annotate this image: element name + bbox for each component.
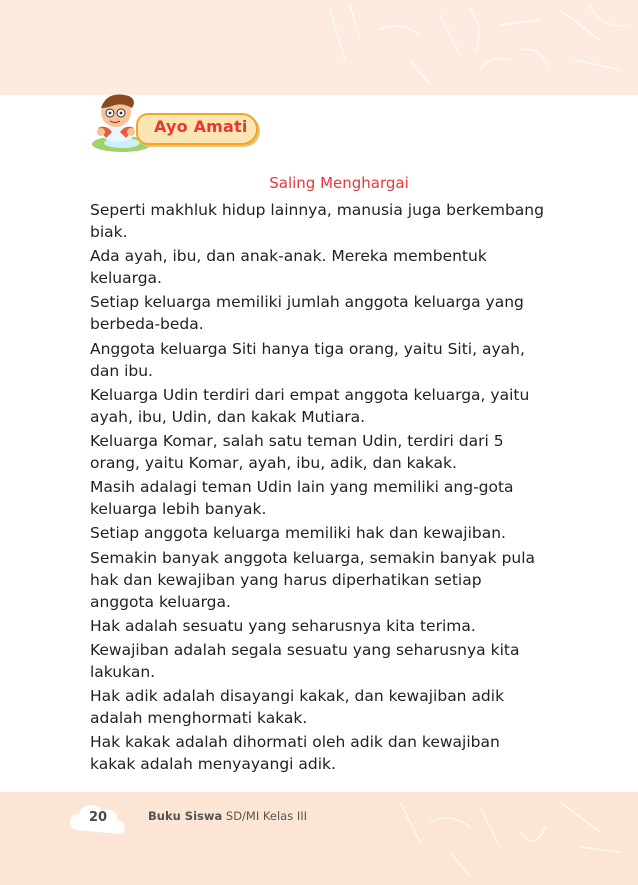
reading-text — [90, 199, 550, 777]
paragraph: Masih adalagi teman Udin lain yang memiliki ang-gota keluarga lebih banyak. — [90, 478, 514, 519]
page-footer — [0, 802, 638, 842]
section-badge — [136, 113, 258, 145]
paragraph: Hak kakak adalah dihormati oleh adik dan kewajiban kakak adalah menyayangi adik. — [90, 733, 500, 774]
book-credit — [148, 809, 307, 823]
band-pattern-icon — [0, 0, 638, 95]
paragraph: Setiap anggota keluarga memiliki hak dan kewajiban. — [90, 524, 506, 543]
top-decorative-band — [0, 0, 638, 95]
paragraph: Keluarga Udin terdiri dari empat anggota keluarga, yaitu ayah, ibu, Udin, dan kakak Mutiara. — [90, 385, 530, 426]
paragraph: Hak adalah sesuatu yang seharusnya kita terima. — [90, 616, 476, 635]
book-level: SD/MI Kelas III — [225, 809, 308, 823]
section-header — [88, 88, 288, 158]
paragraph: Seperti makhluk hidup lainnya, manusia juga berkembang biak. — [90, 201, 544, 241]
paragraph: Semakin banyak anggota keluarga, semakin banyak pula hak dan kewajiban yang harus diperhatikan setiap anggota keluarga. — [90, 548, 536, 611]
paragraph: Anggota keluarga Siti hanya tiga orang, yaitu Siti, ayah, dan ibu. — [90, 339, 525, 380]
paragraph: Setiap keluarga memiliki jumlah anggota keluarga yang berbeda-beda. — [90, 293, 524, 334]
badge-label: Ayo Amati — [154, 117, 248, 136]
paragraph: Ada ayah, ibu, dan anak-anak. Mereka membentuk keluarga. — [90, 247, 487, 288]
paragraph: Hak adik adalah disayangi kakak, dan kewajiban adik adalah menghormati kakak. — [90, 687, 505, 728]
book-name: Buku Siswa — [148, 809, 223, 823]
paragraph: Keluarga Komar, salah satu teman Udin, terdiri dari 5 orang, yaitu Komar, ayah, ibu, adik, dan kakak. — [90, 431, 504, 472]
paragraph: Kewajiban adalah segala sesuatu yang seharusnya kita lakukan. — [90, 640, 520, 681]
page-title: Saling Menghargai — [269, 174, 409, 192]
page-number: 20 — [89, 810, 108, 825]
